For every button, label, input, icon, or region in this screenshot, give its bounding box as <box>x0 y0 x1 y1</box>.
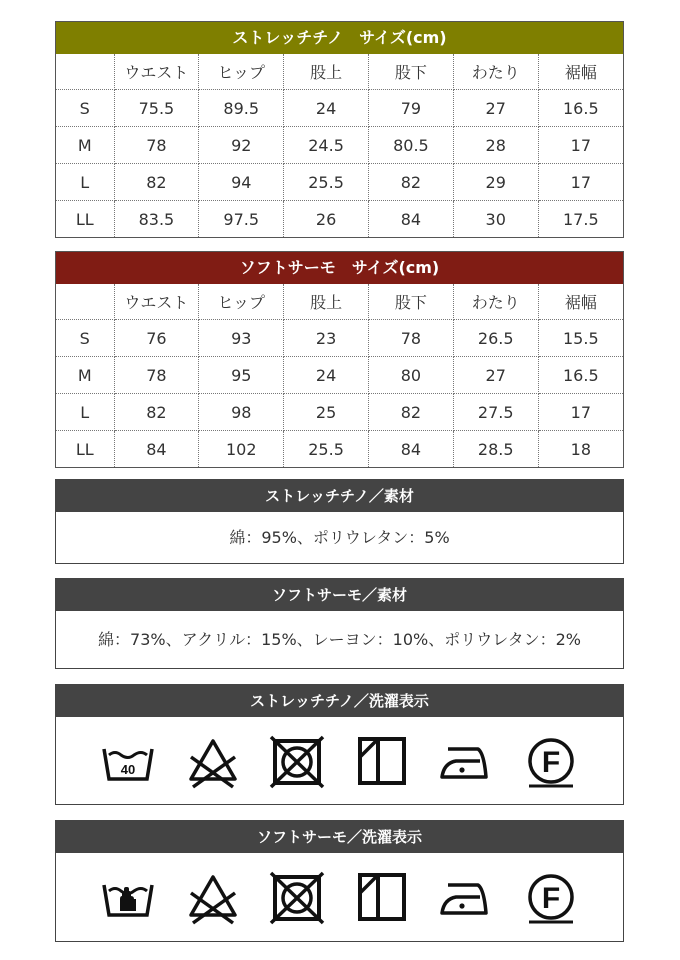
material-soft-thermo <box>55 578 624 669</box>
table-cell: 84 <box>368 201 453 238</box>
line-dry-icon <box>354 733 410 789</box>
table-cell: 26 <box>284 201 369 238</box>
iron-low-icon <box>438 733 494 789</box>
table-cell: 78 <box>114 127 199 164</box>
table-cell: 79 <box>368 90 453 127</box>
dry-clean-letter: F <box>541 746 560 779</box>
table-cell: 28.5 <box>453 431 538 468</box>
column-header <box>56 54 114 90</box>
table-row <box>56 320 623 357</box>
iron-low-icon <box>438 869 494 925</box>
table-cell: 15.5 <box>538 320 623 357</box>
table-header-row <box>56 284 623 320</box>
table-cell: 82 <box>368 394 453 431</box>
table-cell: 80 <box>368 357 453 394</box>
table-cell: 84 <box>368 431 453 468</box>
material-stretch-chino <box>55 479 624 564</box>
table-cell: 30 <box>453 201 538 238</box>
no-bleach-icon <box>185 869 241 925</box>
table-cell: 27 <box>453 357 538 394</box>
dry-clean-f-icon <box>523 869 579 925</box>
column-header: 裾幅 <box>538 54 623 90</box>
table-cell: 95 <box>199 357 284 394</box>
column-header: わたり <box>453 54 538 90</box>
table-row <box>56 357 623 394</box>
table-cell: 76 <box>114 320 199 357</box>
size-table <box>56 284 623 467</box>
table-cell: 29 <box>453 164 538 201</box>
care-stretch-chino <box>55 684 624 805</box>
size-table-stretch-chino <box>55 21 624 238</box>
column-header: 股下 <box>368 284 453 320</box>
table-cell: 24 <box>284 90 369 127</box>
table-cell: 93 <box>199 320 284 357</box>
table-cell: 25.5 <box>284 164 369 201</box>
table-cell: 18 <box>570 439 591 459</box>
dry-clean-f-icon <box>523 733 579 789</box>
size-label: L <box>56 394 114 431</box>
size-label: M <box>56 357 114 394</box>
wash-temperature: 40 <box>121 762 136 777</box>
table-header-row <box>56 54 623 90</box>
table-cell: 97.5 <box>199 201 284 238</box>
table-cell: 82 <box>368 164 453 201</box>
table-row <box>56 127 623 164</box>
table-row <box>56 394 623 431</box>
column-header: ヒップ <box>199 54 284 90</box>
size-label: L <box>56 164 114 201</box>
table-cell: 24 <box>284 357 369 394</box>
table-cell: 25 <box>284 394 369 431</box>
table-cell: 82 <box>114 164 199 201</box>
table-cell: 84 <box>114 431 199 468</box>
size-table-title: ソフトサーモ サイズ(cm) <box>56 252 623 284</box>
column-header: ウエスト <box>114 54 199 90</box>
table-row <box>56 431 623 468</box>
table-cell: 26.5 <box>453 320 538 357</box>
table-cell: 75.5 <box>114 90 199 127</box>
table-cell: 25.5 <box>284 431 369 468</box>
table-cell: 17 <box>538 394 623 431</box>
hand-wash-icon <box>100 869 156 925</box>
table-cell: 83.5 <box>114 201 199 238</box>
table-cell: 23 <box>284 320 369 357</box>
wash-40-icon <box>100 733 156 789</box>
material-text: 綿：95%、ポリウレタン：5% <box>229 528 450 547</box>
care-icons-row <box>56 717 623 805</box>
table-cell: 102 <box>199 431 284 468</box>
table-cell: 98 <box>199 394 284 431</box>
size-label: S <box>56 90 114 127</box>
material-text: 綿：73%、アクリル：15%、レーヨン：10%、ポリウレタン：2% <box>98 630 581 649</box>
line-dry-icon <box>354 869 410 925</box>
no-bleach-icon <box>185 733 241 789</box>
column-header: 股上 <box>284 284 369 320</box>
dry-clean-letter: F <box>541 882 560 915</box>
column-header: 股下 <box>368 54 453 90</box>
size-label: LL <box>56 201 114 238</box>
table-row <box>56 164 623 201</box>
table-cell: 92 <box>199 127 284 164</box>
table-cell: 17 <box>538 127 623 164</box>
table-row <box>56 90 623 127</box>
table-cell: 27 <box>453 90 538 127</box>
size-label: S <box>56 320 114 357</box>
no-tumble-dry-icon <box>269 733 325 789</box>
care-title: ストレッチチノ／洗濯表示 <box>56 685 623 717</box>
table-cell: 94 <box>199 164 284 201</box>
column-header: 裾幅 <box>538 284 623 320</box>
table-cell: 78 <box>114 357 199 394</box>
care-title: ソフトサーモ／洗濯表示 <box>56 821 623 853</box>
care-icons-row <box>56 853 623 941</box>
table-cell: 16.5 <box>538 90 623 127</box>
size-label: M <box>56 127 114 164</box>
material-title: ストレッチチノ／素材 <box>56 480 623 512</box>
size-table-soft-thermo <box>55 251 624 468</box>
care-soft-thermo <box>55 820 624 942</box>
table-cell: 82 <box>114 394 199 431</box>
table-cell: 89.5 <box>199 90 284 127</box>
table-cell: 80.5 <box>368 127 453 164</box>
table-cell: 27.5 <box>453 394 538 431</box>
table-row <box>56 201 623 238</box>
size-table <box>56 54 623 237</box>
size-label: LL <box>56 431 114 468</box>
table-cell: 24.5 <box>284 127 369 164</box>
column-header: 股上 <box>284 54 369 90</box>
column-header <box>56 284 114 320</box>
no-tumble-dry-icon <box>269 869 325 925</box>
column-header: ヒップ <box>199 284 284 320</box>
table-cell: 16.5 <box>538 357 623 394</box>
table-cell: 78 <box>368 320 453 357</box>
table-cell: 28 <box>453 127 538 164</box>
column-header: わたり <box>453 284 538 320</box>
column-header: ウエスト <box>114 284 199 320</box>
table-cell: 17 <box>538 164 623 201</box>
size-table-title: ストレッチチノ サイズ(cm) <box>56 22 623 54</box>
material-title: ソフトサーモ／素材 <box>56 579 623 611</box>
table-cell: 17.5 <box>563 209 599 229</box>
